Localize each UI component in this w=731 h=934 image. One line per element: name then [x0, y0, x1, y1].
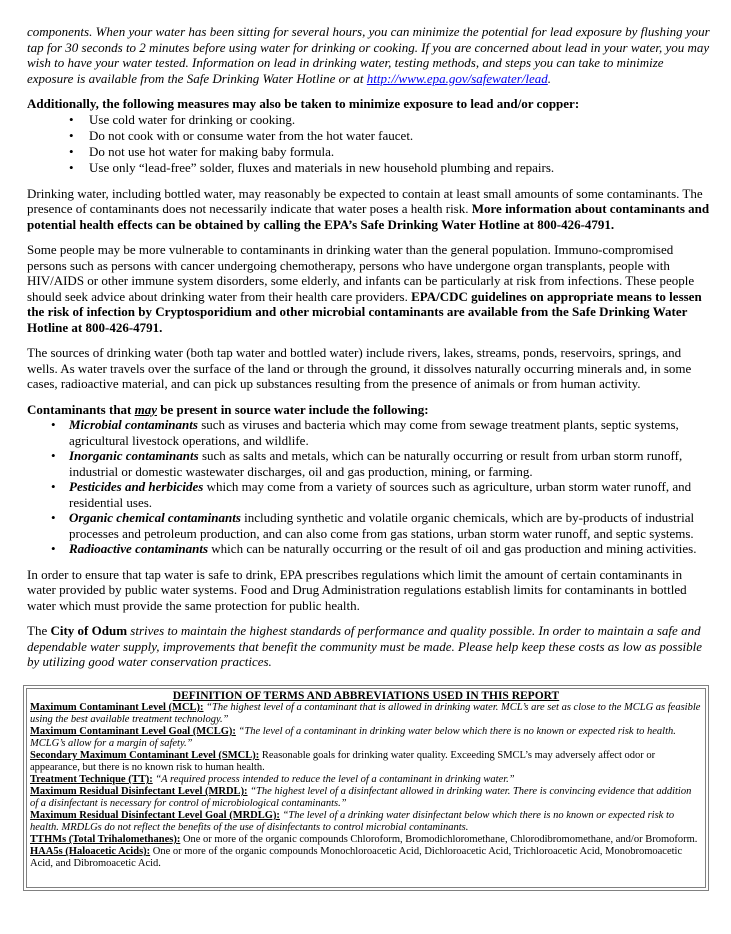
bullet-icon: • [69, 111, 74, 127]
cdc-guidelines-notice: EPA/CDC guidelines on appropriate means to lessen the risk of infection by Cryptosporidium and other microbial contaminants are available from the Safe Drinking Water Hotline at 800-426-4791. [27, 288, 702, 335]
list-item: • Do not cook with or consume water from the hot water faucet. [69, 127, 414, 143]
list-item: • Use cold water for drinking or cooking. [69, 111, 296, 127]
epa-lead-link[interactable]: http://www.epa.gov/safewater/lead [366, 70, 548, 86]
contaminants-heading: Contaminants that may be present in source water include the following: [27, 401, 429, 417]
list-item: • Organic chemical contaminants including synthetic and volatile organic chemicals, which are by-products of industrial processes and petroleum production, and can also come from gas stations, urban storm water runoff, and septic systems. [51, 510, 695, 541]
list-item: • Use only “lead-free” solder, fluxes and materials in new household plumbing and repairs. [69, 159, 555, 175]
bullet-icon: • [69, 159, 74, 175]
definition-item: Maximum Contaminant Level Goal (MCLG): “The level of a contaminant in drinking water below which there is no known or expected risk to health. MCLG’s allow for a margin of safety.” [30, 726, 676, 749]
regulations-paragraph: In order to ensure that tap water is safe to drink, EPA prescribes regulations which limit the amount of certain contaminants in water provided by public water systems. Food and Drug Administration regulations establish limits for contaminants in bottled water which must provide the same protection for public health. [27, 566, 687, 613]
list-item: • Microbial contaminants such as viruses and bacteria which may come from sewage treatment plants, septic systems, agricultural livestock operations, and wildlife. [51, 417, 679, 448]
definitions-title: DEFINITION OF TERMS AND ABBREVIATIONS USED IN THIS REPORT [172, 690, 560, 702]
definition-item: Maximum Contaminant Level (MCL): “The highest level of a contaminant that is allowed in drinking water. MCL’s are set as close to the MCLG as feasible using the best available treatment technology.” [30, 702, 701, 725]
city-name: City of Odum [50, 623, 128, 638]
bullet-icon: • [51, 417, 56, 432]
list-item: • Pesticides and herbicides which may come from a variety of sources such as agriculture, urban storm water runoff, and residential uses. [51, 479, 692, 510]
definition-item: HAA5s (Haloacetic Acids): One or more of the organic compounds Monochloroacetic Acid, Dichloroacetic Acid, Trichloroacetic Acid, Monobromoacetic Acid, and Dibromoacetic Acid. [30, 846, 683, 869]
definition-item: Treatment Technique (TT): “A required process intended to reduce the level of a contaminant in drinking water.” [30, 774, 515, 785]
lead-measures-heading: Additionally, the following measures may also be taken to minimize exposure to lead and/or copper: [27, 96, 580, 111]
water-sources-paragraph: The sources of drinking water (both tap water and bottled water) include rivers, lakes, streams, ponds, reservoirs, springs, and wells. As water travels over the surface of the land or through the ground, it dissolves naturally occurring minerals and, in some cases, radioactive material, and can pick up substances resulting from the presence of animals or from human activity. [27, 345, 692, 391]
bullet-icon: • [51, 479, 56, 494]
definition-item: TTHMs (Total Trihalomethanes): One or more of the organic compounds Chloroform, Bromodichloromethane, Chlorodibromomethane, and/or Bromoform. [30, 834, 698, 845]
definition-item: Maximum Residual Disinfectant Level Goal (MRDLG): “The level of a drinking water disinfectant below which there is no known or expected risk to health. MRDLGs do not reflect the benefits of the use of disinfectants to control microbial contaminants. [30, 810, 675, 833]
definition-item: Maximum Residual Disinfectant Level (MRDL): “The highest level of a disinfectant allowed in drinking water. There is convincing evidence that addition of a disinfectant is necessary for control of microbiological contaminants.” [30, 786, 692, 809]
document-page [27, 24, 711, 670]
list-item: • Radioactive contaminants which can be naturally occurring or the result of oil and gas production and mining activities. [51, 541, 697, 556]
lead-intro-paragraph: components. When your water has been sitting for several hours, you can minimize the potential for lead exposure by flushing your tap for 30 seconds to 2 minutes before using water for drinking or cooking. If you are concerned about lead in your water, you may wish to have your water tested. Information on lead in drinking water, testing methods, and steps you can take to minimize exposure is available from the Safe Drinking Water Hotline or at http://www.epa.gov/safewater/lead. [27, 24, 710, 86]
bullet-icon: • [69, 127, 74, 143]
bullet-icon: • [51, 510, 56, 525]
lead-measures-list [27, 112, 711, 176]
contaminants-list [27, 417, 711, 557]
bullet-icon: • [51, 448, 56, 463]
list-item: • Do not use hot water for making baby formula. [69, 143, 335, 159]
vulnerable-populations-paragraph: Some people may be more vulnerable to contaminants in drinking water than the general population. Immuno-compromised persons such as persons with cancer undergoing chemotherapy, persons who have undergone organ transplants, people with HIV/AIDS or other immune system disorders, some elderly, and infants can be particularly at risk from infections. These people should seek advice about drinking water from their health care providers. EPA/CDC guidelines on appropriate means to lessen the risk of infection by Cryptosporidium and other microbial contaminants are available from the Safe Drinking Water Hotline at 800-426-4791. [27, 242, 702, 335]
list-item: • Inorganic contaminants such as salts and metals, which can be naturally occurring or result from urban storm runoff, industrial or domestic wastewater discharges, oil and gas production, mining, or farming. [51, 448, 683, 479]
lead-intro-text: components. When your water has been sitting for several hours, you can minimize the potential for lead exposure by flushing your tap for 30 seconds to 2 minutes before using water for drinking or cooking. If you are concerned about lead in your water, you may wish to have your water tested. Information on lead in drinking water, testing methods, and steps you can take to minimize exposure is available from the Safe Drinking Water Hotline or at [27, 24, 710, 86]
epa-hotline-notice: More information about contaminants and potential health effects can be obtained by calling the EPA’s Safe Drinking Water Hotline at 800-426-4791. [27, 201, 710, 232]
bullet-icon: • [69, 143, 74, 159]
bullet-icon: • [51, 541, 56, 556]
definitions-box [23, 685, 709, 891]
definition-item: Secondary Maximum Contaminant Level (SMCL): Reasonable goals for drinking water quality. Exceeding SMCL’s may adversely affect odor or appearance, but there is no known risk to human health. [30, 750, 656, 773]
odum-statement-paragraph: The City of Odum strives to maintain the highest standards of performance and quality possible. In order to maintain a safe and dependable water supply, improvements that benefit the community must be made. Please help keep these costs as low as possible by utilizing good water conservation practices. [27, 623, 703, 669]
bottled-water-paragraph: Drinking water, including bottled water, may reasonably be expected to contain at least small amounts of some contaminants. The presence of contaminants does not necessarily indicate that water poses a health risk. More information about contaminants and potential health effects can be obtained by calling the EPA’s Safe Drinking Water Hotline at 800-426-4791. [27, 185, 710, 232]
